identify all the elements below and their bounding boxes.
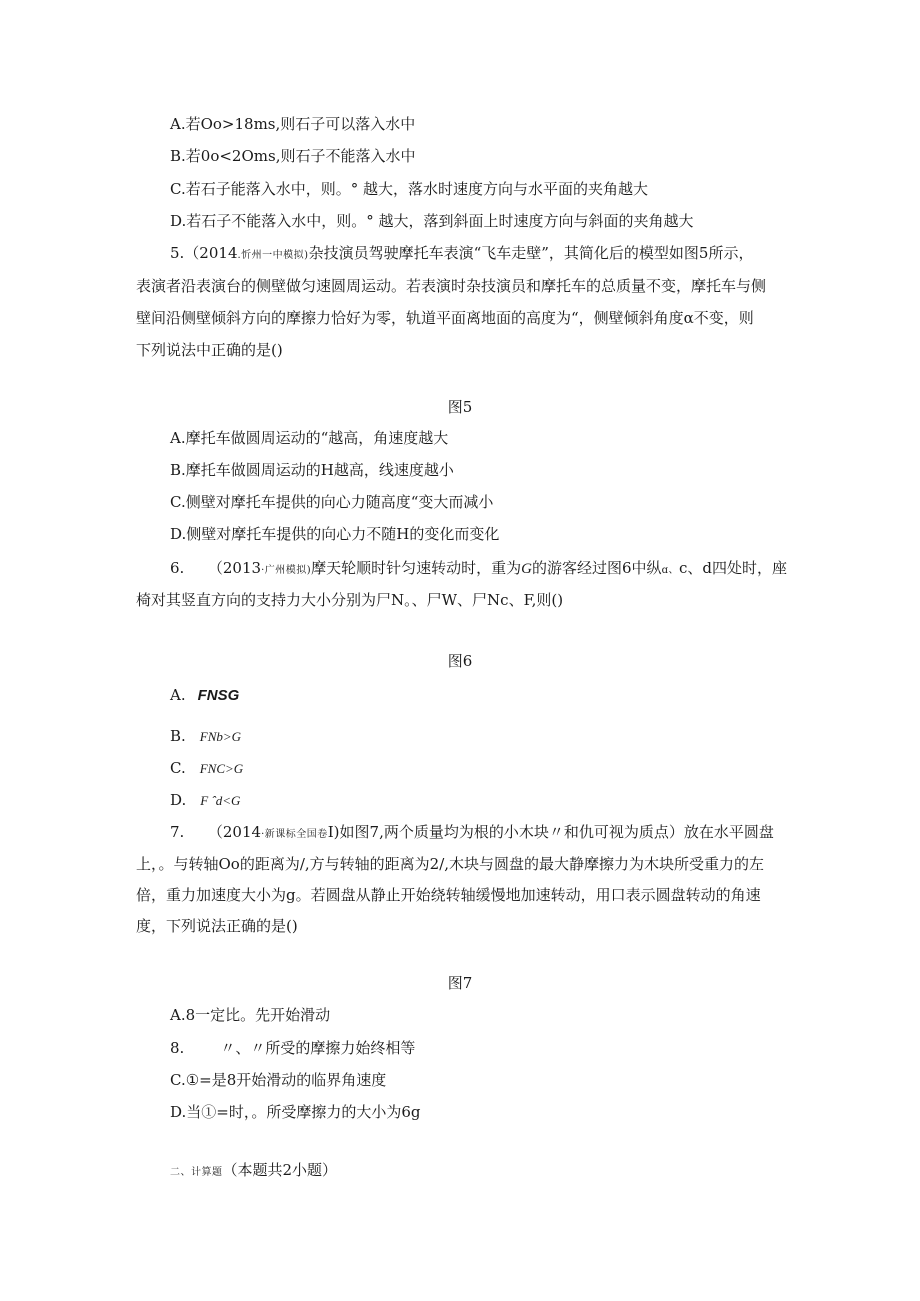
q4-option-c: C.若石子能落入水中，则。° 越大，落水时速度方向与水平面的夹角越大 <box>170 180 648 198</box>
q6-option-d-value: F ˆd<G <box>200 793 241 808</box>
q5-option-d: D.侧壁对摩托车提供的向心力不随H的变化而变化 <box>170 525 500 543</box>
section-2-heading <box>170 1160 337 1183</box>
q7-option-a: A.8一定比。先开始滑动 <box>170 1006 331 1024</box>
q5-stem-line1 <box>170 243 753 266</box>
q5-source: .忻州一中模拟) <box>237 250 309 261</box>
q6-text-1b: 的游客经过图6中纵 <box>532 559 662 577</box>
q5-stem-line3: 壁间沿侧壁倾斜方向的摩擦力恰好为零，轨道平面离地面的高度为“，侧壁倾斜角度α不变，则 <box>136 309 754 327</box>
q5-option-c: C.侧壁对摩托车提供的向心力随高度“变大而减小 <box>170 493 494 511</box>
q6-option-c-value: FNC>G <box>199 761 244 776</box>
q6-option-c-label: C. <box>170 759 186 777</box>
q7-stem-line3: 倍，重力加速度大小为g。若圆盘从静止开始绕转轴缓慢地加速转动，用口表示圆盘转动的角速 <box>136 886 761 904</box>
q5-option-b: B.摩托车做圆周运动的H越高，线速度越小 <box>170 461 454 479</box>
q6-year: （2013 <box>207 559 262 577</box>
q5-text-1: 杂技演员驾驶摩托车表演“飞车走壁”，其简化后的模型如图5所示， <box>308 244 754 262</box>
section-2-note: （本题共2小题） <box>222 1161 338 1179</box>
q7-text-1a: I) <box>327 823 340 841</box>
figure-5-caption: 图5 <box>447 398 473 416</box>
q7-year: （2014 <box>207 823 262 841</box>
q7-number: 7. <box>170 823 185 841</box>
q4-option-b: B.若0o<2Oms,则石子不能落入水中 <box>170 147 416 165</box>
q5-stem-line4: 下列说法中正确的是() <box>136 341 283 359</box>
q7-stem-line2: 上，。与转轴Oo的距离为/,方与转轴的距离为2/,木块与圆盘的最大静摩擦力为木块所受重力的左 <box>136 855 765 873</box>
q7-option-b-text: 〃、〃所受的摩擦力始终相等 <box>220 1039 416 1057</box>
q7-stem-line4: 度，下列说法正确的是() <box>136 917 298 935</box>
q6-var-g: G <box>521 561 533 577</box>
q7-stem-line1 <box>170 822 774 845</box>
q5-option-a: A.摩托车做圆周运动的“越高，角速度越大 <box>170 429 449 447</box>
q6-option-d-label: D. <box>170 791 187 809</box>
q6-option-b <box>170 726 241 747</box>
q6-option-a-value: FNSG <box>197 687 240 704</box>
q7-option-b-number: 8. <box>170 1039 185 1057</box>
q6-stem-line2: 椅对其竖直方向的支持力大小分别为尸N。、尸W、尸Nc、F,则() <box>136 591 564 609</box>
q5-stem-line2: 表演者沿表演台的侧壁做匀速圆周运动。若表演时杂技演员和摩托车的总质量不变，摩托车与侧 <box>136 277 767 295</box>
q6-option-b-value: FNb>G <box>199 729 242 744</box>
q6-text-1c: c、d四处时，座 <box>678 559 787 577</box>
q7-source: ·新课标全国卷 <box>261 829 328 840</box>
q6-option-b-label: B. <box>170 727 186 745</box>
q6-var-ab: ɑ、 <box>661 565 679 576</box>
q7-text-1b: 如图7,两个质量均为根的小木块〃和仇可视为质点）放在水平圆盘 <box>339 823 774 841</box>
q4-option-a: A.若Oo>18ms,则石子可以落入水中 <box>170 115 416 133</box>
q7-option-b <box>170 1038 415 1058</box>
q6-number: 6. <box>170 559 185 577</box>
q6-text-1a: 摩天轮顺时针匀速转动时，重为 <box>311 559 522 577</box>
figure-7-caption: 图7 <box>447 974 473 992</box>
section-2-label: 二、计算题 <box>170 1167 223 1178</box>
figure-6-caption: 图6 <box>447 652 473 670</box>
q6-option-a-label: A. <box>170 686 186 704</box>
q7-option-c: C.①=是8开始滑动的临界角速度 <box>170 1071 387 1089</box>
q7-option-d: D.当①=时，。所受摩擦力的大小为6g <box>170 1103 421 1121</box>
q6-option-c <box>170 758 243 779</box>
q6-source: ·广州模拟) <box>261 565 312 576</box>
q6-option-a <box>170 685 239 706</box>
q6-stem-line1 <box>170 558 787 581</box>
q4-option-d: D.若石子不能落入水中，则。° 越大，落到斜面上时速度方向与斜面的夹角越大 <box>170 212 694 230</box>
q5-number: 5.（2014 <box>170 244 238 262</box>
q6-option-d <box>170 790 240 811</box>
